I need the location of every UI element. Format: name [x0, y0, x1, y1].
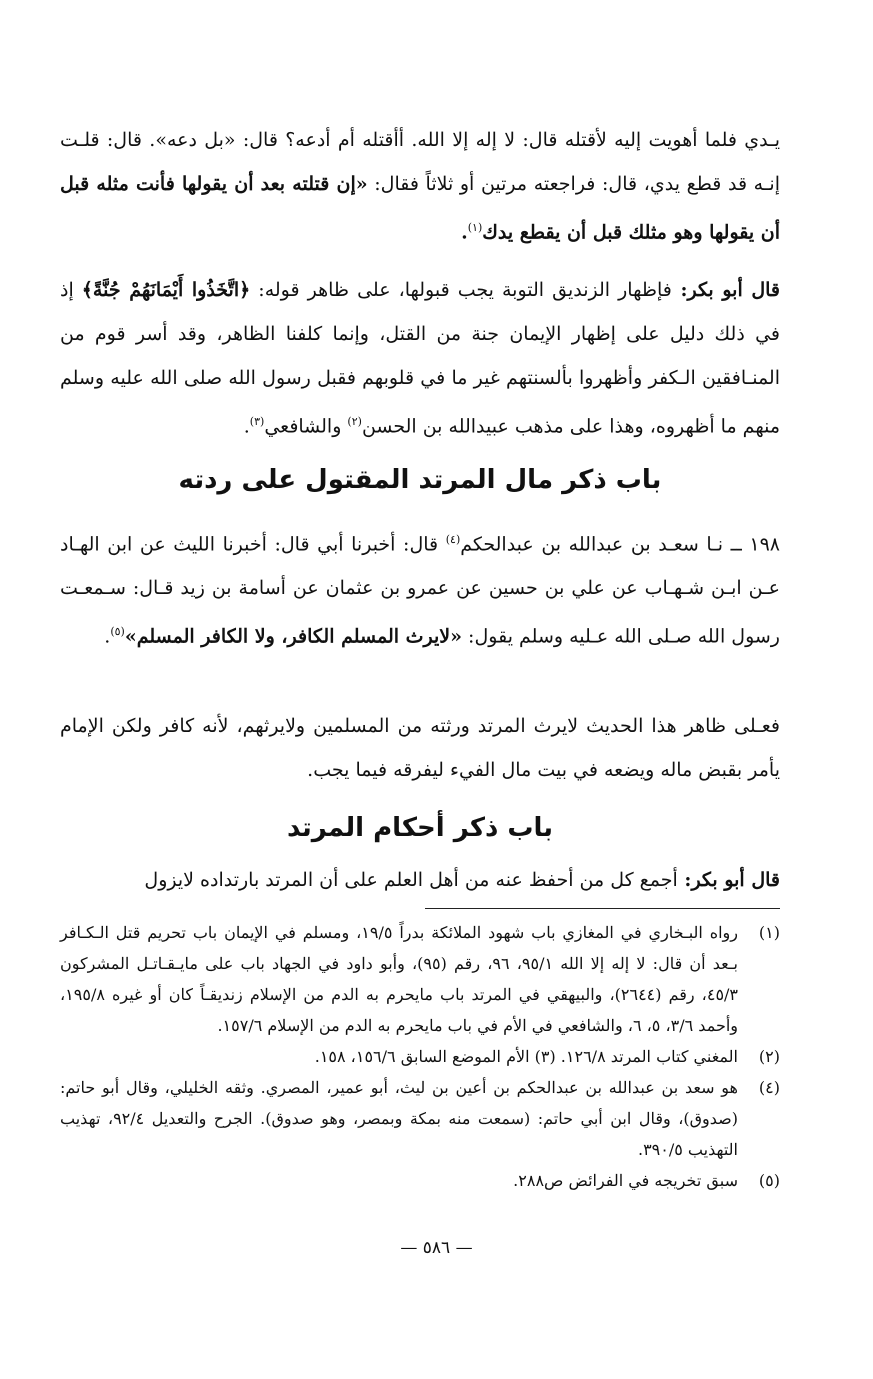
footnote-text: هو سعد بن عبدالله بن عبدالحكم بن أعين بن ليث، أبو عمير، المصري. وثقه الخليلي، وقال أبو حاتم: (صدوق)، وقال ابن أبي حاتم: (سمعت منه بمكة وبمصر، وهو صدوق). الجرح والتعديل ٩٢/٤، تهذيب التهذيب ٣٩٠/٥. — [60, 1078, 738, 1159]
footnote-item — [60, 1041, 780, 1072]
footnote-ref-3[interactable]: (٣) — [249, 415, 265, 428]
speaker-label: قال أبو بكر: — [671, 279, 781, 301]
footnote-text: سبق تخريجه في الفرائض ص٢٨٨. — [513, 1171, 738, 1190]
paragraph-abu-bakr-zindiq — [60, 268, 780, 444]
paragraph-text: إذ في ذلك دليل على إظهار الإيمان جنة من القتل، وإنما كلفنا الظاهر، وقد أسر قوم من المنـافقين الـكفر وأظهروا بألسنتهم غير ما في قلوبهم فقبل رسول الله صلى الله عليه وسلم منهم ما أظهروه، وهذا على مذهب عبيدالله بن الحسن — [60, 279, 780, 438]
paragraph-end-mark: . — [243, 415, 250, 438]
chapter-heading-murtad-wealth: باب ذكر مال المرتد المقتول على ردته — [178, 465, 662, 495]
paragraph-abu-bakr-consensus — [60, 858, 780, 902]
footnote-text: رواه البـخاري في المغازي باب شهود الملائكة بدراً ١٩/٥، ومسلم في الإيمان باب تحريم قتل الـكـافر بـعد أن قال: لا إله إلا الله ٩٥/١، ٩٦، رقم (٩٥)، وأبو داود في الجهاد باب على مايـقـاتـل المشركون ٤٥/٣، رقم (٢٦٤٤)، والبيهقي في المرتد باب مايحرم به الدم من الإسلام زنديقـاً كان أو غيره ١٩٥/٨، وأحمد ٣/٦، ٥، ٦، والشافعي في الأم في باب مايحرم به الدم من الإسلام ١٥٧/٦. — [60, 923, 739, 1035]
paragraph-end-mark: . — [461, 221, 468, 244]
footnote-item — [60, 1165, 780, 1196]
footnote-ref-4[interactable]: (٤) — [445, 533, 461, 546]
footnote-text: المغني كتاب المرتد ١٢٦/٨. (٣) الأم الموضع السابق ١٥٦/٦، ١٥٨. — [314, 1047, 738, 1066]
footnote-item — [60, 1072, 780, 1165]
hadith-quote: «لايرث المسلم الكافر، ولا الكافر المسلم» — [124, 625, 463, 648]
paragraph-text: والشافعي — [264, 415, 348, 438]
paragraph-text: ١٩٨ ــ نـا سعـد بن عبدالله بن عبدالحكم — [460, 533, 780, 556]
page-number: — ٥٨٦ — — [400, 1238, 473, 1258]
hadith-quote: «إن قتلته بعد أن يقولها فأنت مثله قبل أن يقولها وهو مثلك قبل أن يقطع يدك — [60, 173, 780, 244]
footnote-number: (٥) — [758, 1171, 780, 1190]
paragraph-hadith-continuation — [60, 118, 780, 250]
footnote-divider — [425, 908, 780, 909]
footnote-number: (٤) — [758, 1078, 780, 1097]
footnote-item — [60, 917, 780, 1041]
paragraph-text: يـدي فلما أهويت إليه لأقتله قال: لا إله إلا الله. أأقتله أم أدعه؟ قال: «بل دعه». قال: قلـت إنـه قد قطع يدي، قال: فراجعته مرتين أو ثلاثاً فقال: — [60, 129, 780, 195]
paragraph-hadith-198 — [60, 518, 780, 694]
footnote-ref-2[interactable]: (٢) — [347, 415, 362, 428]
footnote-ref-5[interactable]: (٥) — [110, 625, 125, 639]
footnote-number: (١) — [758, 923, 780, 942]
paragraph-text: قال: أخبرنا أبي قال: أخبرنا الليث عن ابن الهـاد عـن ابـن شـهـاب عن علي بن حسين عن عمرو بن عثمان عن أسامة بن زيد قـال: سـمعـت رسول الله صـلى الله عـليه وسلم يقول: — [60, 533, 780, 648]
quran-verse: ﴿اتَّخَذُوا أَيْمَانَهُمْ جُنَّةً﴾ — [81, 279, 251, 301]
paragraph-text: فإظهار الزنديق التوبة يجب قبولها، على ظاهر قوله: — [250, 279, 672, 301]
footnote-ref-1[interactable]: (١) — [467, 221, 483, 234]
chapter-heading-murtad-rulings: باب ذكر أحكام المرتد — [286, 813, 554, 843]
footnote-number: (٢) — [758, 1047, 780, 1066]
footnotes-section — [60, 917, 780, 1196]
paragraph-text: أجمع كل من أحفظ عنه من أهل العلم على أن المرتد بارتداده لايزول — [144, 869, 678, 891]
paragraph-end-mark: . — [104, 625, 111, 648]
speaker-label: قال أبو بكر: — [677, 869, 780, 891]
page-content — [60, 118, 780, 1348]
paragraph-inheritance-ruling: فعـلى ظاهر هذا الحديث لايرث المرتد ورثته من المسلمين ولايرثهم، لأنه كافر ولكن الإمام يأمر بقبض ماله ويضعه في بيت مال الفيء ليفرقه فيما يجب. — [60, 715, 780, 781]
